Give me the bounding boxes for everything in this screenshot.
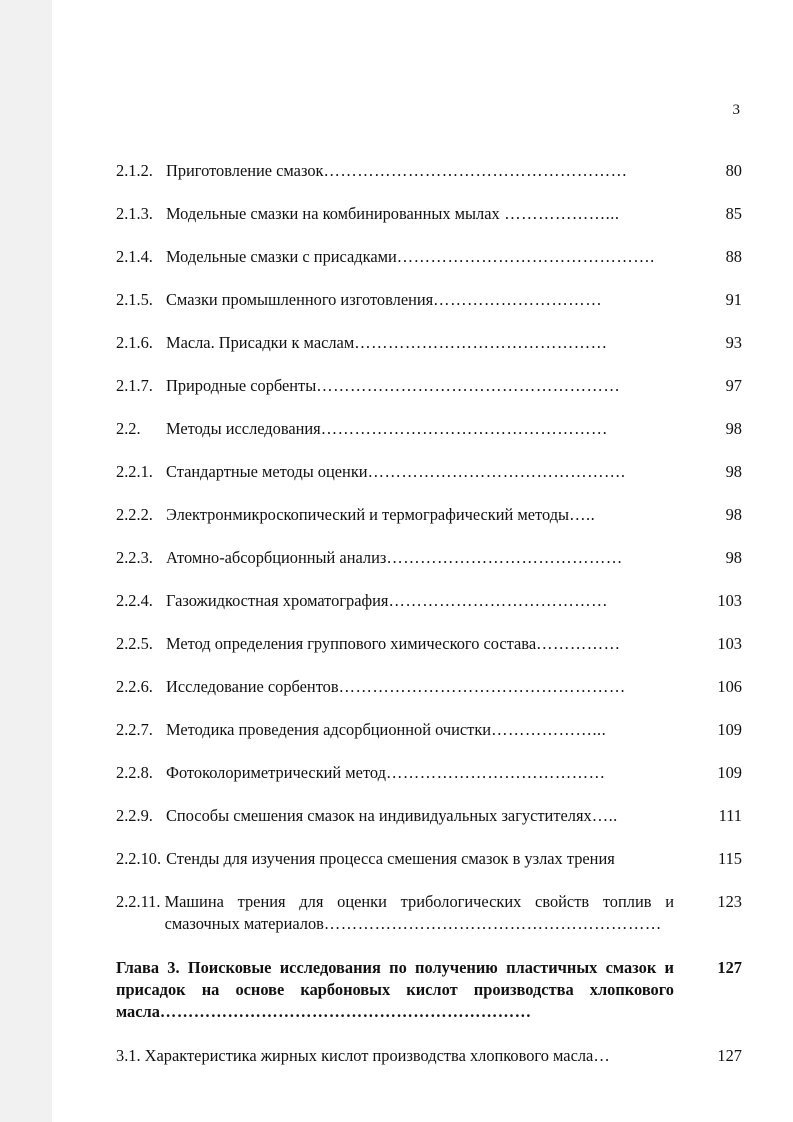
toc-entry xyxy=(116,762,742,805)
toc-entry-title xyxy=(166,289,692,311)
toc-entry-title-text: Масла. Присадки к маслам xyxy=(166,333,355,352)
toc-entry-page: 98 xyxy=(725,505,742,524)
toc-entry xyxy=(116,848,742,891)
toc-leader-dots: …………………………………………………… xyxy=(323,914,662,933)
toc-leader-dots: ………………………………………. xyxy=(396,247,655,266)
toc-entry-number: 2.1.7. xyxy=(116,376,153,395)
toc-entry-page: 93 xyxy=(725,333,742,352)
toc-entry-title xyxy=(166,676,692,698)
toc-entry-number: 2.1.3. xyxy=(116,204,153,223)
toc-leader-dots: …………………………………… xyxy=(386,548,623,567)
toc-entry-number: 2.2.11. xyxy=(116,892,161,911)
toc-leader-dots: ………………... xyxy=(491,720,607,739)
toc-entry-page: 88 xyxy=(725,247,742,266)
toc-entry-number: 2.2.9. xyxy=(116,806,153,825)
toc-entry xyxy=(116,332,742,375)
toc-entry-number: 2.2.5. xyxy=(116,634,153,653)
toc-entry-page: 123 xyxy=(717,892,742,911)
toc-entry-title-text: Способы смешения смазок на индивидуальных загустителях xyxy=(166,806,592,825)
toc-entry-number: 2.1.5. xyxy=(116,290,153,309)
toc-entry xyxy=(116,203,742,246)
toc-entry xyxy=(116,504,742,547)
toc-entry-title-text: Модельные смазки на комбинированных мылах xyxy=(166,204,500,223)
toc-chapter-title: Глава 3. Поисковые исследования по получению пластичных смазок и присадок на основе карбоновых кислот производства хлопкового масла………………………………………………………… xyxy=(116,958,674,1021)
toc-entry xyxy=(116,633,742,676)
toc-entry-number: 2.2.7. xyxy=(116,720,153,739)
toc-entry-page: 115 xyxy=(718,849,742,868)
toc-entry-number: 2.1.4. xyxy=(116,247,153,266)
toc-entry-title-text: Электронмикроскопический и термографический методы xyxy=(166,505,570,524)
toc-entry-number: 2.2.8. xyxy=(116,763,153,782)
toc-entry xyxy=(116,246,742,289)
toc-entry-title-text: Методы исследования xyxy=(166,419,321,438)
toc-entry-title xyxy=(166,590,692,612)
toc-entry-title-text: Приготовление смазок xyxy=(166,161,324,180)
toc-entry-page: 109 xyxy=(717,763,742,782)
toc-leader-dots: ………………………………… xyxy=(388,591,609,610)
toc-entry-number: 2.2.2. xyxy=(116,505,153,524)
toc-entry-title-text: Исследование сорбентов xyxy=(166,677,339,696)
toc-entry-title xyxy=(166,160,692,182)
toc-entry-title-text: Стенды для изучения процесса смешения смазок в узлах трения xyxy=(166,849,615,868)
toc-entry-title xyxy=(166,375,692,397)
toc-entry-page: 127 xyxy=(717,1046,742,1065)
toc-entry-title xyxy=(166,547,692,569)
toc-entry-title-text: Модельные смазки с присадками xyxy=(166,247,397,266)
toc-entry-number: 2.2.4. xyxy=(116,591,153,610)
toc-entry-title xyxy=(166,805,692,827)
toc-entry-page: 85 xyxy=(725,204,742,223)
toc-entry-title xyxy=(166,504,692,526)
toc-entry-page: 80 xyxy=(725,161,742,180)
toc-entry-title xyxy=(166,418,692,440)
toc-entry-title xyxy=(166,203,692,225)
toc-leader-dots: ….. xyxy=(569,505,596,524)
toc-entry-title xyxy=(166,461,692,483)
toc-entry-title-text: Атомно-абсорбционный анализ xyxy=(166,548,387,567)
toc-entry-title xyxy=(166,332,692,354)
toc-entry xyxy=(116,375,742,418)
toc-entry xyxy=(116,289,742,332)
toc-entry-page: 103 xyxy=(717,591,742,610)
toc-entry-page: 98 xyxy=(725,462,742,481)
toc-entry xyxy=(116,805,742,848)
toc-entry-page: 97 xyxy=(725,376,742,395)
toc-entry-number: 2.1.2. xyxy=(116,161,153,180)
toc-leader-dots: …………………………………………… xyxy=(320,419,608,438)
toc-entry-title: Машина трения для оценки трибологических свойств топлив и смазочных материалов…………………………………………………… xyxy=(164,892,674,933)
toc-entry-number: 2.2.10. xyxy=(116,849,162,868)
toc-entry-page: 91 xyxy=(725,290,742,309)
toc-entry-title-text: Природные сорбенты xyxy=(166,376,317,395)
toc-entry-page: 109 xyxy=(717,720,742,739)
toc-entry-title xyxy=(166,246,692,268)
toc-leader-dots: ………………………… xyxy=(433,290,603,309)
toc-leader-dots: ……………………………………………… xyxy=(316,376,621,395)
toc-entry xyxy=(116,461,742,504)
toc-entry-title-text: Фотоколориметрический метод xyxy=(166,763,386,782)
toc-entry-title xyxy=(166,719,692,741)
toc-entry-page: 127 xyxy=(717,958,742,977)
toc-entry-number: 2.2. xyxy=(116,419,141,438)
toc-entry-page: 106 xyxy=(717,677,742,696)
toc-leader-dots: ….. xyxy=(591,806,618,825)
table-of-contents xyxy=(116,160,742,1088)
toc-entry-3-1 xyxy=(116,1045,742,1088)
toc-entry-number: 2.2.1. xyxy=(116,462,153,481)
toc-leader-dots: ………………... xyxy=(499,204,620,223)
toc-leader-dots: … xyxy=(593,1046,611,1065)
toc-entry-page: 98 xyxy=(725,419,742,438)
toc-entry-title-text: Стандартные методы оценки xyxy=(166,462,368,481)
toc-entry-title-text: Методика проведения адсорбционной очистки xyxy=(166,720,492,739)
toc-leader-dots: ………………………………………………………… xyxy=(159,1002,532,1021)
toc-leader-dots: ………………………………… xyxy=(385,763,606,782)
toc-leader-dots: ……………………………………………… xyxy=(323,161,628,180)
toc-entry-page: 98 xyxy=(725,548,742,567)
toc-leader-dots: …………………………………………… xyxy=(338,677,626,696)
toc-entry xyxy=(116,160,742,203)
toc-entry xyxy=(116,590,742,633)
toc-entry-number: 2.2.6. xyxy=(116,677,153,696)
toc-chapter-3 xyxy=(116,957,742,1023)
toc-leader-dots: …………… xyxy=(536,634,621,653)
toc-entry xyxy=(116,676,742,719)
toc-leader-dots: ……………………………………… xyxy=(354,333,608,352)
toc-entry-2-2-11 xyxy=(116,891,742,935)
toc-entry-title: 3.1. Характеристика жирных кислот производства хлопкового масла… xyxy=(116,1046,611,1065)
toc-entry-title xyxy=(166,633,692,655)
toc-entry-title xyxy=(166,848,692,870)
toc-entry xyxy=(116,719,742,762)
toc-entry xyxy=(116,547,742,590)
toc-entry xyxy=(116,418,742,461)
toc-entry-page: 111 xyxy=(718,806,742,825)
page-left-shadow xyxy=(0,0,52,1122)
page-number: 3 xyxy=(732,102,740,118)
toc-entry-number: 2.1.6. xyxy=(116,333,153,352)
toc-entry-title-text: Газожидкостная хроматография xyxy=(166,591,389,610)
toc-leader-dots: ………………………………………. xyxy=(367,462,626,481)
toc-entry-number: 2.2.3. xyxy=(116,548,153,567)
toc-entry-title-text: Метод определения группового химического состава xyxy=(166,634,537,653)
toc-entry-title-text: Смазки промышленного изготовления xyxy=(166,290,434,309)
toc-entry-title xyxy=(166,762,692,784)
toc-entry-page: 103 xyxy=(717,634,742,653)
